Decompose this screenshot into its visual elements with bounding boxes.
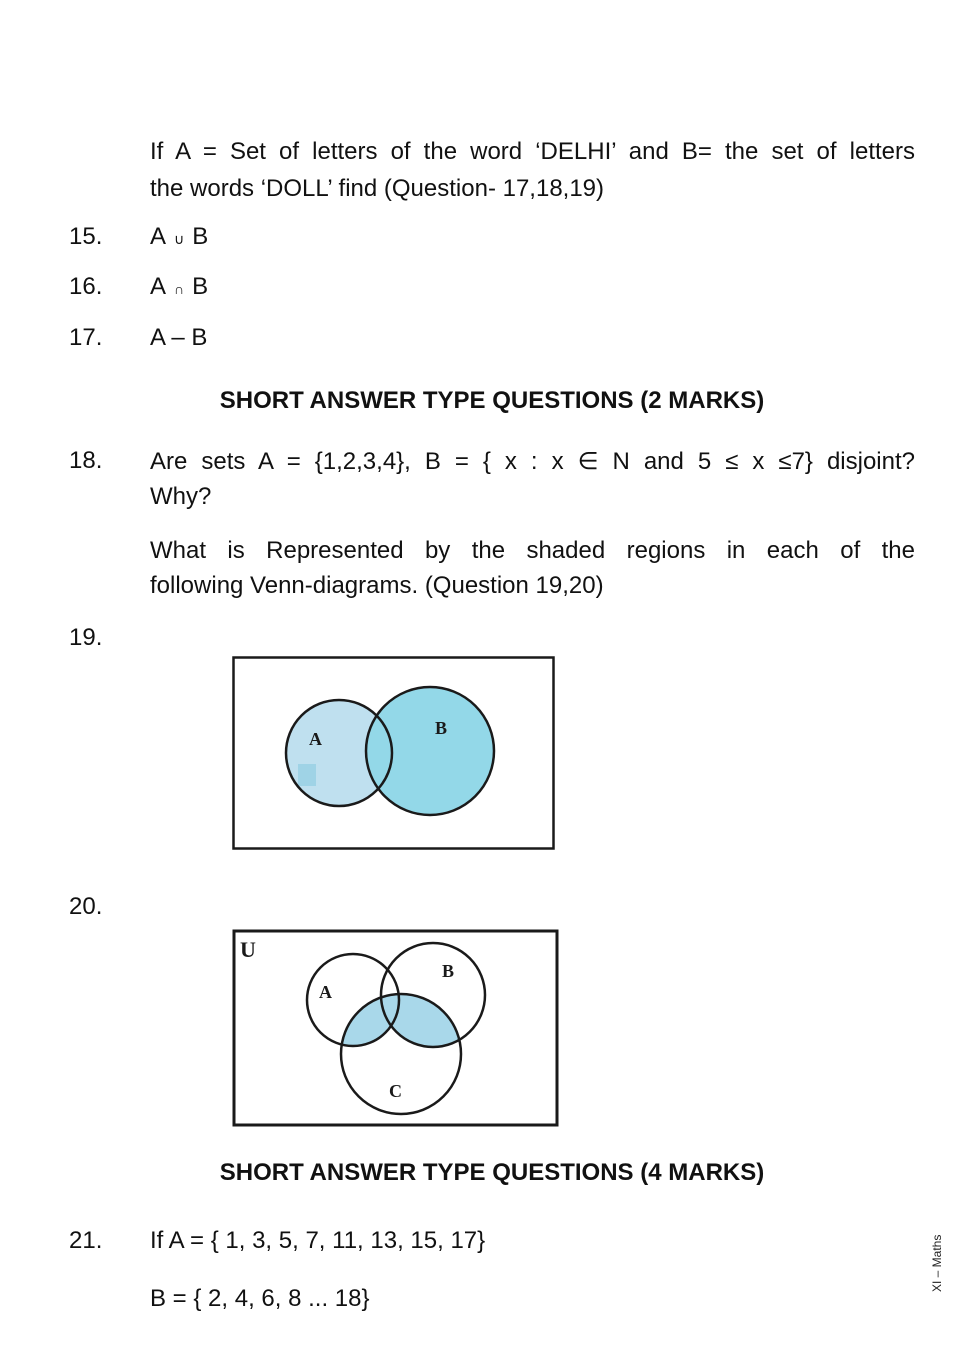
question-number: 19. — [69, 624, 103, 651]
intro-paragraph — [150, 133, 915, 207]
question-18-line-2: Why? — [150, 483, 212, 510]
intro-line-2: the words ‘DOLL’ find (Question- 17,18,19) — [150, 175, 605, 202]
section-heading-2-marks: SHORT ANSWER TYPE QUESTIONS (2 MARKS) — [219, 387, 765, 414]
set-a-symbol: A — [150, 223, 167, 250]
question-number: 16. — [69, 273, 103, 300]
set-b-symbol: B — [192, 273, 209, 300]
label-u: U — [240, 937, 256, 962]
label-a: A — [319, 982, 332, 1002]
question-21-line-1: If A = { 1, 3, 5, 7, 11, 13, 15, 17} — [150, 1227, 486, 1254]
question-number: 17. — [69, 324, 103, 351]
question-number: 21. — [69, 1227, 103, 1254]
label-a: A — [309, 729, 322, 749]
intro-line-1: If A = Set of letters of the word ‘DELHI’ and B= the set of letters — [150, 138, 915, 165]
shade-patch — [298, 764, 316, 786]
section-heading-4-marks: SHORT ANSWER TYPE QUESTIONS (4 MARKS) — [219, 1159, 765, 1186]
venn-intro-line-2: following Venn-diagrams. (Question 19,20) — [150, 572, 604, 599]
set-a-symbol: A — [150, 273, 167, 300]
question-16-text — [150, 273, 208, 301]
question-17-text: A – B — [150, 324, 208, 351]
intersection-symbol: ∩ — [174, 281, 185, 297]
venn-intro-line-1: What is Represented by the shaded regions in each of the — [150, 537, 915, 564]
side-margin-text: XI – Maths — [930, 1234, 944, 1292]
question-18-text — [150, 444, 915, 514]
question-number: 18. — [69, 447, 103, 474]
question-21-line-2: B = { 2, 4, 6, 8 ... 18} — [150, 1285, 370, 1312]
question-15-text — [150, 223, 208, 251]
question-18-line-1: Are sets A = {1,2,3,4}, B = { x : x ∈ N and 5 ≤ x ≤7} disjoint? — [150, 448, 915, 475]
venn-diagram-19 — [232, 656, 556, 852]
venn-diagram-20 — [232, 929, 560, 1129]
label-c: C — [389, 1081, 402, 1101]
question-number: 20. — [69, 893, 103, 920]
union-symbol: ∪ — [174, 231, 185, 247]
venn-intro-paragraph — [150, 533, 915, 603]
label-b: B — [435, 718, 448, 738]
set-b-symbol: B — [192, 223, 209, 250]
question-number: 15. — [69, 223, 103, 250]
label-b: B — [442, 961, 455, 981]
